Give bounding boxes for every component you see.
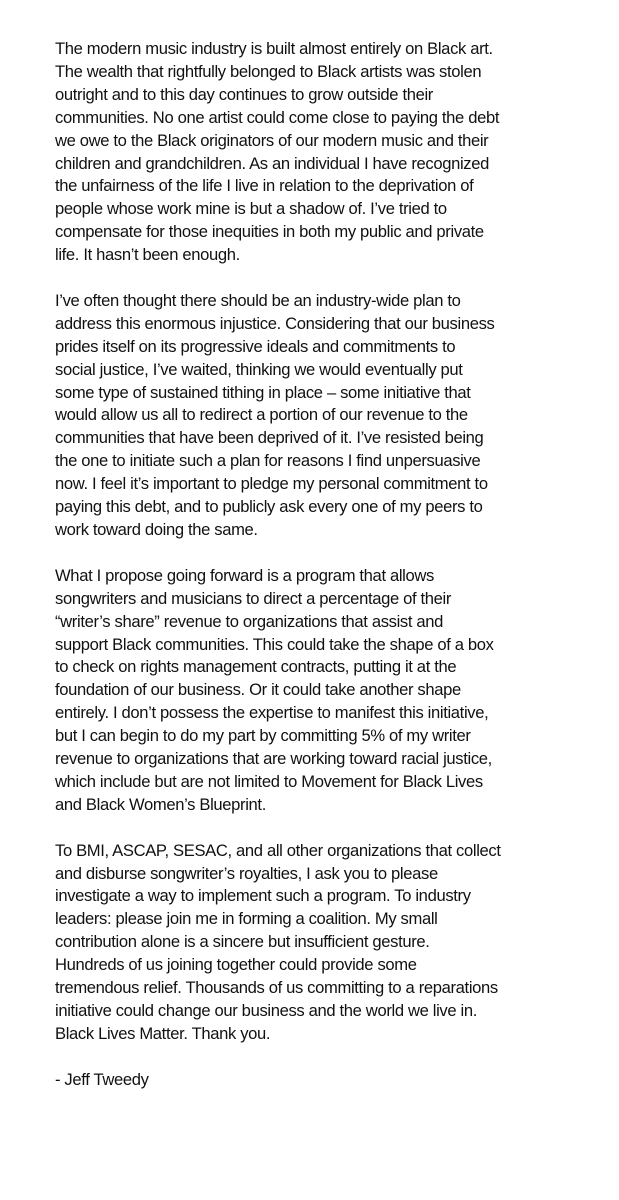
text-line: What I propose going forward is a program that allows	[55, 565, 434, 585]
text-line: foundation of our business. Or it could take another shape	[55, 680, 461, 700]
text-line: paying this debt, and to publicly ask every one of my peers to	[55, 497, 483, 517]
text-line: communities that have been deprived of it. I’ve resisted being	[55, 428, 484, 448]
text-line: the one to initiate such a plan for reasons I find unpersuasive	[55, 451, 481, 471]
text-line: address this enormous injustice. Considering that our business	[55, 313, 495, 333]
text-line: we owe to the Black originators of our modern music and their	[55, 130, 489, 150]
text-line: initiative could change our business and the world we live in.	[55, 1001, 477, 1021]
paragraph-3	[55, 565, 585, 817]
paragraph-1	[55, 38, 585, 267]
text-line: to check on rights management contracts, putting it at the	[55, 657, 457, 677]
text-line: which include but are not limited to Movement for Black Lives	[55, 771, 483, 791]
text-line: contribution alone is a sincere but insufficient gesture.	[55, 932, 430, 952]
text-line: compensate for those inequities in both my public and private	[55, 222, 484, 242]
text-line: and Black Women’s Blueprint.	[55, 794, 266, 814]
text-line: social justice, I’ve waited, thinking we would eventually put	[55, 359, 463, 379]
text-line: would allow us all to redirect a portion of our revenue to the	[55, 405, 468, 425]
paragraph-2	[55, 290, 585, 542]
signature-line: - Jeff Tweedy	[55, 1069, 149, 1089]
signature	[55, 1069, 585, 1092]
letter-body	[55, 38, 585, 1115]
text-line: the unfairness of the life I live in relation to the deprivation of	[55, 176, 474, 196]
text-line: investigate a way to implement such a program. To industry	[55, 886, 471, 906]
text-line: entirely. I don’t possess the expertise to manifest this initiative,	[55, 703, 489, 723]
text-line: communities. No one artist could come close to paying the debt	[55, 107, 500, 127]
text-line: songwriters and musicians to direct a percentage of their	[55, 588, 452, 608]
text-line: tremendous relief. Thousands of us committing to a reparations	[55, 978, 498, 998]
text-line: prides itself on its progressive ideals and commitments to	[55, 336, 456, 356]
text-line: work toward doing the same.	[55, 520, 258, 540]
text-line: Hundreds of us joining together could provide some	[55, 955, 417, 975]
text-line: “writer’s share” revenue to organizations that assist and	[55, 611, 444, 631]
paragraph-4	[55, 840, 585, 1046]
text-line: children and grandchildren. As an individual I have recognized	[55, 153, 490, 173]
text-line: The modern music industry is built almost entirely on Black art.	[55, 39, 493, 58]
text-line: leaders: please join me in forming a coalition. My small	[55, 909, 438, 929]
text-line: revenue to organizations that are working toward racial justice,	[55, 749, 492, 769]
text-line: some type of sustained tithing in place – some initiative that	[55, 382, 471, 402]
text-line: Black Lives Matter. Thank you.	[55, 1023, 271, 1043]
text-line: To BMI, ASCAP, SESAC, and all other organizations that collect	[55, 840, 501, 860]
text-line: now. I feel it’s important to pledge my personal commitment to	[55, 474, 488, 494]
text-line: The wealth that rightfully belonged to Black artists was stolen	[55, 61, 482, 81]
text-line: outright and to this day continues to grow outside their	[55, 84, 433, 104]
text-line: and disburse songwriter’s royalties, I ask you to please	[55, 863, 438, 883]
text-line: life. It hasn’t been enough.	[55, 245, 240, 265]
text-line: I’ve often thought there should be an industry-wide plan to	[55, 290, 461, 310]
text-line: but I can begin to do my part by committing 5% of my writer	[55, 726, 471, 746]
text-line: support Black communities. This could take the shape of a box	[55, 634, 494, 654]
text-line: people whose work mine is but a shadow of. I’ve tried to	[55, 199, 447, 219]
